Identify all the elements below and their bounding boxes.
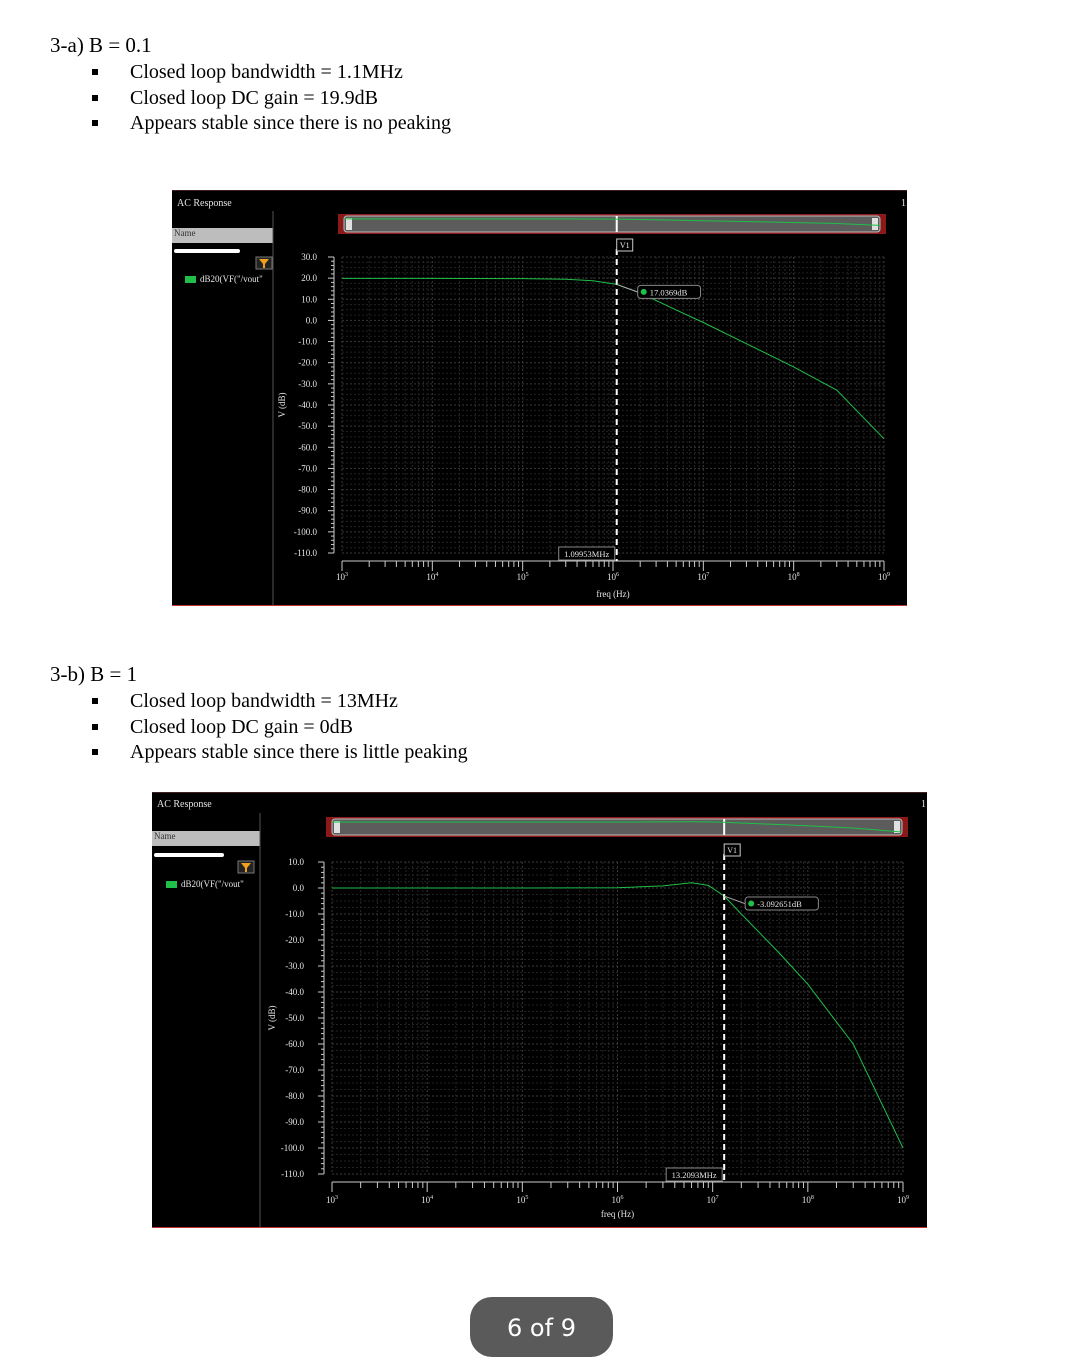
x-tick-label (788, 572, 800, 582)
x-tick-base: 10 (516, 1195, 526, 1205)
legend-scroll-pill[interactable] (154, 853, 224, 857)
overview-scrollbar[interactable] (326, 817, 908, 837)
x-tick-exponent: 5 (525, 1195, 529, 1201)
y-axis-label: V (dB) (277, 392, 287, 418)
y-tick-label: -70.0 (285, 1065, 304, 1075)
x-tick-base: 10 (706, 1195, 716, 1205)
x-tick-label (612, 1195, 624, 1205)
bullet-text: Closed loop DC gain = 19.9dB (130, 86, 378, 109)
x-tick-label (426, 572, 438, 582)
x-tick-exponent: 5 (525, 572, 529, 578)
plot-grid (342, 257, 884, 553)
x-tick-exponent: 3 (335, 1195, 338, 1201)
list-item (90, 689, 468, 715)
square-bullet-icon (92, 724, 98, 730)
overview-right-handle[interactable] (872, 218, 878, 230)
x-tick-label (517, 572, 529, 582)
y-tick-label: -40.0 (298, 400, 317, 410)
cursor-marker-dot (748, 901, 754, 907)
x-tick-base: 10 (897, 1195, 906, 1205)
funnel-icon[interactable] (256, 257, 272, 269)
x-tick-label (421, 1195, 433, 1205)
square-bullet-icon (92, 95, 98, 101)
square-bullet-icon (92, 69, 98, 75)
y-tick-label: -40.0 (285, 987, 304, 997)
x-tick-base: 10 (421, 1195, 431, 1205)
x-axis-label: freq (Hz) (600, 1209, 635, 1219)
plot-canvas (172, 191, 907, 605)
x-tick-label (516, 1195, 528, 1205)
x-tick-exponent: 7 (715, 1195, 719, 1201)
legend-scroll-pill[interactable] (174, 249, 240, 253)
y-tick-label: 0.0 (292, 883, 304, 893)
x-tick-label (336, 572, 348, 582)
x-tick-exponent: 6 (620, 1195, 624, 1201)
y-tick-label: -10.0 (285, 909, 304, 919)
x-tick-base: 10 (697, 572, 707, 582)
list-item (90, 111, 451, 137)
x-tick-base: 10 (611, 1195, 621, 1205)
page-counter-badge: 6 of 9 (470, 1297, 613, 1357)
y-tick-label: -90.0 (298, 505, 317, 516)
square-bullet-icon (92, 749, 98, 755)
list-item (90, 715, 468, 741)
plot-window-title: AC Response (177, 198, 232, 209)
y-axis (318, 862, 324, 1174)
x-tick-exponent: 6 (616, 572, 619, 578)
section-heading-3b: 3-b) B = 1 (50, 662, 138, 686)
bullet-list-3a (90, 60, 451, 137)
y-tick-label: -100.0 (293, 526, 317, 537)
x-tick-label (326, 1195, 338, 1205)
x-tick-label (607, 572, 619, 582)
y-tick-label: 20.0 (301, 273, 317, 284)
funnel-icon[interactable] (238, 861, 254, 873)
plot-canvas (152, 793, 927, 1227)
x-axis (342, 561, 884, 571)
legend-entry-label: dB20(VF("/vout" (181, 879, 244, 889)
cursor-name-label: V1 (619, 241, 630, 250)
cursor-marker-dot (641, 289, 647, 295)
legend-name-header[interactable]: Name (152, 831, 260, 846)
overview-left-handle[interactable] (334, 821, 340, 833)
y-axis-label: V (dB) (267, 1005, 277, 1031)
x-axis-label: freq (Hz) (596, 589, 630, 599)
section-heading-3a: 3-a) B = 0.1 (50, 33, 152, 57)
x-tick-exponent: 3 (345, 572, 348, 578)
square-bullet-icon (92, 120, 98, 126)
x-tick-base: 10 (516, 572, 526, 582)
x-tick-label (697, 572, 709, 582)
x-tick-exponent: 4 (435, 572, 439, 578)
bullet-text: Appears stable since there is little peaking (130, 741, 468, 763)
cursor-x-value: 1.09953MHz (564, 549, 610, 559)
y-tick-label: 10.0 (288, 857, 304, 867)
x-tick-base: 10 (426, 572, 436, 582)
list-item (90, 86, 451, 112)
y-tick-label: -60.0 (285, 1039, 304, 1049)
square-bullet-icon (92, 698, 98, 704)
plot-corner-label: 1 (901, 198, 906, 209)
overview-scrollbar[interactable] (338, 214, 886, 234)
overview-thumb[interactable] (332, 819, 902, 835)
cursor-x-value: 13.2093MHz (671, 1170, 717, 1180)
x-tick-base: 10 (801, 1195, 811, 1205)
list-item (90, 740, 468, 766)
y-tick-label: -30.0 (298, 378, 317, 389)
y-tick-label: -70.0 (298, 463, 317, 474)
bullet-text: Appears stable since there is no peaking (130, 112, 452, 134)
x-tick-exponent: 4 (430, 1195, 434, 1201)
y-tick-label: -80.0 (298, 484, 317, 495)
bullet-text: Closed loop bandwidth = 1.1MHz (130, 61, 403, 83)
y-tick-label: -50.0 (285, 1013, 304, 1023)
y-tick-label: -80.0 (285, 1091, 304, 1101)
x-tick-exponent: 9 (906, 1195, 909, 1201)
x-tick-exponent: 8 (796, 572, 800, 578)
y-tick-label: 0.0 (305, 315, 317, 326)
overview-thumb[interactable] (344, 216, 880, 232)
plot-corner-label: 1 (921, 799, 926, 810)
x-tick-label (897, 1195, 909, 1205)
cursor-y-value: 17.0369dB (649, 287, 688, 298)
x-tick-label (878, 572, 890, 582)
x-tick-base: 10 (326, 1195, 335, 1205)
y-tick-label: -30.0 (285, 961, 304, 971)
y-tick-label: 30.0 (301, 252, 317, 262)
y-tick-label: -50.0 (298, 421, 317, 432)
list-item (90, 60, 451, 86)
y-tick-label: -110.0 (294, 548, 317, 558)
bullet-text: Closed loop bandwidth = 13MHz (130, 690, 398, 712)
cursor-name-label: V1 (727, 846, 738, 855)
plot-window-title: AC Response (157, 799, 212, 810)
x-tick-base: 10 (336, 572, 345, 582)
y-tick-label: 10.0 (301, 294, 317, 305)
x-tick-base: 10 (787, 572, 797, 582)
x-tick-exponent: 9 (887, 572, 890, 578)
ac-response-plot-3a (172, 190, 907, 606)
y-tick-label: -20.0 (285, 935, 304, 945)
x-tick-base: 10 (878, 572, 887, 582)
x-tick-exponent: 7 (706, 572, 710, 578)
x-tick-label (707, 1195, 719, 1205)
ac-response-plot-3b (152, 792, 927, 1228)
bullet-list-3b (90, 689, 468, 766)
y-tick-label: -20.0 (298, 357, 317, 368)
x-tick-label (802, 1195, 814, 1205)
x-tick-exponent: 8 (810, 1195, 814, 1201)
y-tick-label: -10.0 (298, 336, 317, 347)
y-tick-label: -100.0 (280, 1143, 304, 1153)
x-tick-base: 10 (607, 572, 616, 582)
y-tick-label: -110.0 (281, 1169, 304, 1179)
legend-name-header[interactable]: Name (172, 228, 273, 243)
y-tick-label: -90.0 (285, 1117, 304, 1127)
legend-entry-label: dB20(VF("/vout" (200, 274, 263, 284)
y-axis (328, 257, 334, 553)
x-axis (332, 1182, 903, 1192)
overview-left-handle[interactable] (346, 218, 352, 230)
y-tick-label: -60.0 (298, 442, 317, 453)
cursor-y-value: -3.092651dB (757, 899, 802, 910)
bullet-text: Closed loop DC gain = 0dB (130, 715, 353, 738)
